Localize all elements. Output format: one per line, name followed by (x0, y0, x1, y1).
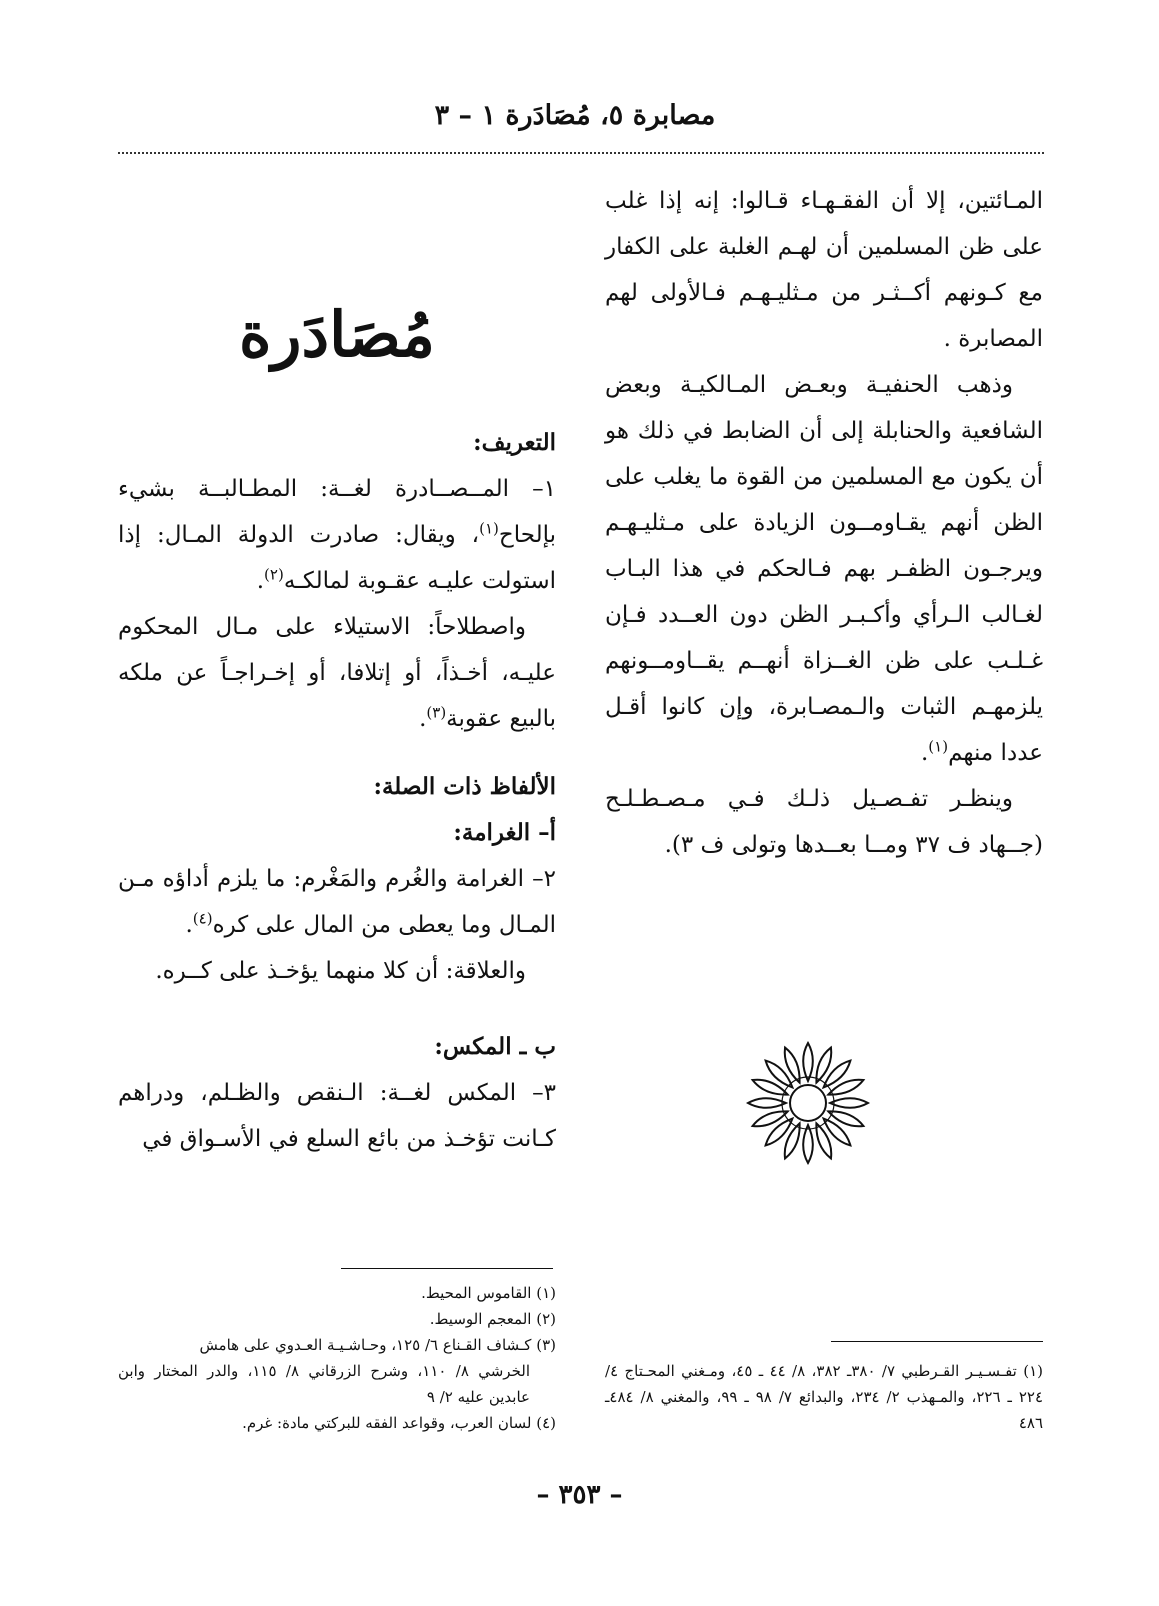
definition-paragraph-2 (118, 604, 556, 742)
definition-paragraph-1 (118, 466, 556, 604)
footnote-left-3-continued: الخرشي ٨/ ١١٠، وشرح الزرقاني ٨/ ١١٥، والدر المختار وابن عابدين عليه ٢/ ٩ (118, 1362, 531, 1406)
footnote-ref: (٣) (426, 703, 447, 722)
right-paragraph-1: المـائتين، إلا أن الفقـهـاء قـالوا: إنه إذا غلب على ظن المسلمين أن لهـم الغلبة على الكفار مع كـونهم أكــثـر من مـثليـهـم فـالأولى لهم المصابرة . (605, 188, 1043, 352)
ornament-petal (824, 1119, 851, 1146)
ornament-petal (766, 1119, 793, 1146)
def-p2-end: . (419, 706, 427, 732)
def-p1-end: . (256, 568, 265, 594)
ornament-petal (824, 1061, 851, 1088)
header-dotted-rule (118, 152, 1044, 154)
footnote-ref: (١) (479, 519, 499, 538)
ornament-petal (766, 1061, 793, 1088)
ornament-petal (803, 1125, 813, 1163)
page-header: مصابرة ٥، مُصَادَرة ١ – ٣ (434, 100, 716, 131)
right-column (605, 178, 1043, 868)
ornament-petal (748, 1098, 786, 1108)
right-paragraph-2 (605, 362, 1043, 776)
footnote-left-2: (٢) المعجم الوسيط. (429, 1310, 556, 1328)
right-paragraph-2-text: وذهب الحنفيـة وبعـض المـالكيـة وبعض الشافعية والحنابلة إلى أن الضابط في ذلك هو أن يكون مع المسلمين من القوة ما يغلب على الظن أنهم يقـاومــون الزيادة على مـثليـهـم ويرجـون الظفـر بهم فـالحكم في هذا البـاب لغـالب الـرأي وأكـبـر الظن دون العــدد فـإن غـلـب على ظن الغــزاة أنهــم يقــاومــونهم يلزمهـم الثبات والـمصـابرة، وإن كانوا أقـل عددا منهم (605, 372, 1043, 766)
footnote-left-4: (٤) لسان العرب، وقواعد الفقه للبركتي مادة: غرم. (242, 1414, 556, 1432)
related-terms-heading: الألفاظ ذات الصلة: (373, 773, 556, 800)
footnotes-left (118, 1280, 556, 1436)
maks-paragraph: ٣– المكس لغــة: الـنقص والظـلم، ودراهم كـانت تؤخـذ من بائع السلع في الأسـواق في (118, 1080, 556, 1152)
gharama-paragraph (118, 856, 556, 948)
subheading-maks: ب ـ المكس: (434, 1033, 556, 1060)
def-p2-text: واصطلاحاً: الاستيلاء على مـال المحكوم عليـه، أخـذاً، أو إتلافا، أو إخـراجـاً عن ملكه بالبيع عقوبة (118, 614, 556, 732)
gharama-text: ٢– الغرامة والغُرم والمَغْرم: ما يلزم أداؤه مـن المـال وما يعطى من المال على كره (118, 866, 556, 938)
footnote-left-3: (٣) كـشاف القـناع ٦/ ١٢٥، وحـاشـيـة العـدوي على هامش (199, 1336, 556, 1354)
ornament-petal (830, 1098, 868, 1108)
ornament-petal (803, 1043, 813, 1081)
footnote-ref: (١) (928, 737, 949, 756)
right-paragraph-2-end: . (920, 740, 929, 766)
footnote-ref: (٢) (264, 565, 284, 584)
relation-paragraph: والعلاقة: أن كلا منهما يؤخـذ على كــره. (155, 958, 526, 984)
entry-title: مُصَادَرة (239, 298, 435, 371)
def-p1-part-b: ، ويقال: صادرت الدولة المـال: إذا استولت عليـه عقـوبة لمالكـه (118, 522, 556, 594)
gharama-end: . (185, 912, 193, 938)
page-number: – ٣٥٣ – (536, 1480, 623, 1510)
subheading-gharama: أ– الغرامة: (453, 819, 556, 846)
star-rosette-ornament-icon (743, 1038, 873, 1168)
footnote-left-1: (١) القاموس المحيط. (421, 1284, 556, 1302)
definition-heading: التعريف: (473, 429, 556, 456)
footnote-right-1: (١) تفـسـيـر القـرطبي ٧/ ٣٨٠ـ ٣٨٢، ٨/ ٤٤ ـ ٤٥، ومـغني المحـتاج ٤/ ٢٢٤ ـ ٢٢٦، والمـهذب ٢/ ٢٣٤، والبدائع ٧/ ٩٨ ـ ٩٩، والمغني ٨/ ٤٨٤ـ ٤٨٦ (605, 1362, 1043, 1432)
footnote-rule-left (341, 1268, 553, 1269)
def-p1-part-a: ١– المــصــادرة لغــة: المطـالبــة بشيء بإلحاح (118, 476, 556, 548)
left-column (118, 290, 556, 1162)
right-paragraph-3: وينظـر تفـصـيل ذلـك فـي مـصـطـلـح (جــهاد ف ٣٧ ومــا بعــدها وتولى ف ٣). (605, 786, 1043, 858)
footnote-ref: (٤) (192, 909, 213, 928)
footnote-rule-right (831, 1341, 1043, 1342)
footnotes-right (605, 1358, 1043, 1436)
